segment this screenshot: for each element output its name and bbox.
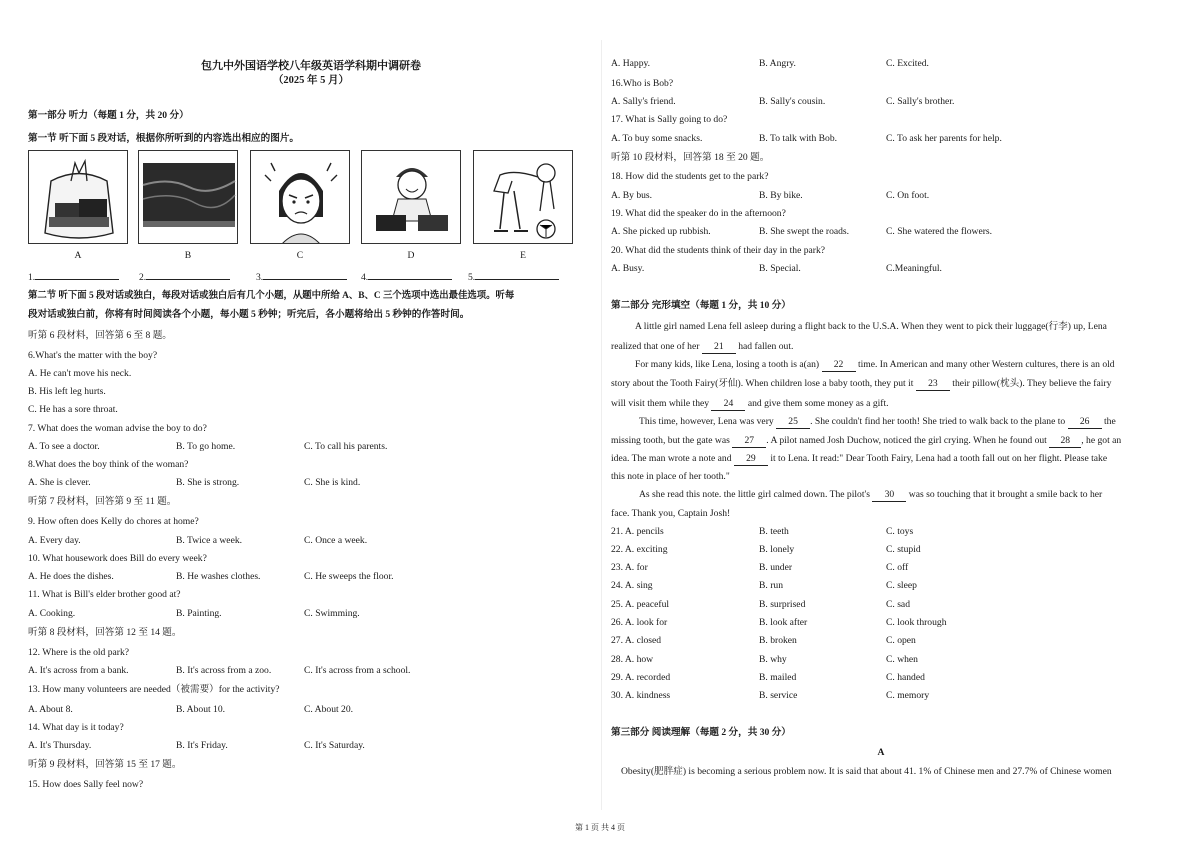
question-6: 6.What's the matter with the boy? [28, 350, 158, 361]
question-6-option-a: A. He can't move his neck. [28, 368, 132, 379]
question-6-option-b: B. His left leg hurts. [28, 386, 106, 397]
cloze-blank-30[interactable]: 30 [872, 489, 906, 502]
part3-title: 第三部分 阅读理解（每题 2 分，共 30 分） [611, 727, 791, 738]
passage-a-label: A [877, 747, 885, 758]
section1-instruction: 第一节 听下面 5 段对话，根据你所听到的内容选出相应的图片。 [28, 133, 300, 144]
cloze-line-8: idea. The man wrote a note and 29 it to Lena. It read:" Dear Tooth Fairy, Lena had a tooth fall out on her flight. Please take [611, 453, 1108, 464]
material-6-note: 听第 6 段材料，回答第 6 至 8 题。 [28, 330, 172, 341]
cloze-line-6: This time, however, Lena was very 25 . She couldn't find her tooth! She tried to walk back to the plane to 26 the [639, 416, 1116, 427]
material-10-note: 听第 10 段材料，回答第 18 至 20 题。 [611, 152, 770, 163]
picture-label-c: C [296, 250, 304, 261]
cloze-line-5: will visit them while they 24 and give them some money as a gift. [611, 398, 889, 409]
angry-woman-icon [251, 151, 350, 244]
cloze-blank-23[interactable]: 23 [916, 378, 950, 391]
cloze-line-9: this note in place of her tooth." [611, 471, 730, 482]
exam-title: 包九中外国语学校八年级英语学科期中调研卷 [201, 60, 421, 72]
question-9: 9. How often does Kelly do chores at home? [28, 516, 199, 527]
question-17: 17. What is Sally going to do? [611, 114, 728, 125]
dark-landscape-icon [139, 151, 238, 244]
question-6-option-c: C. He has a sore throat. [28, 404, 118, 415]
question-20: 20. What did the students think of their day in the park? [611, 245, 826, 256]
answer-blank-5[interactable]: 5. [468, 270, 559, 284]
cloze-blank-25[interactable]: 25 [776, 416, 810, 429]
question-18: 18. How did the students get to the park? [611, 171, 769, 182]
page-footer: 第 1 页 共 4 页 [575, 823, 625, 832]
cloze-blank-28[interactable]: 28 [1049, 435, 1081, 448]
question-14: 14. What day is it today? [28, 722, 124, 733]
question-13: 13. How many volunteers are needed（被需要）for the activity? [28, 684, 280, 695]
question-7: 7. What does the woman advise the boy to do? [28, 423, 207, 434]
column-divider [601, 40, 602, 810]
bag-of-clothes-icon [29, 151, 128, 244]
answer-blank-3[interactable]: 3. [256, 270, 347, 284]
cloze-blank-21[interactable]: 21 [702, 341, 736, 354]
question-16: 16.Who is Bob? [611, 78, 674, 89]
cloze-line-7: missing tooth, but the gate was 27 . A pilot named Josh Duchow, noticed the girl crying. When he found out 28 , he got an [611, 435, 1122, 446]
cloze-blank-24[interactable]: 24 [711, 398, 745, 411]
picture-b [138, 150, 238, 244]
cloze-line-1: A little girl named Lena fell asleep during a flight back to the U.S.A. When they went to pick their luggage(行李) up, Lena [635, 321, 1107, 332]
right-column: A. Happy. B. Angry. C. Excited. 16.Who is Bob? A. Sally's friend. B. Sally's cousin. C. Sally's brother. 17. What is Sally going to do? A. To buy some snacks. B. To talk with Bob. C. To ask her parents for help. 听第 10 段材料，回答第 18 至 20 题。 18. How did the students get to the park? A. By bus. B. By bike. C. On foot. 19. What did the speaker do in the afternoon? A. She picked up rubbish. B. She swept the roads. C. She watered the flowers. 20. What did the students think of their day in the park? A. Busy. B. Special. C.Meaningful. 第二部分 完形填空（每题 1 分，共 10 分） A little girl named Lena fell asleep during a flight back to the U.S.A. When they went to pick their luggage(行李) up, Lena realized that one of her 21 had fallen out. For many kids, like Lena, losing a tooth is a(an) 22 time. In American and many other Western cultures, there is an old story about the Tooth Fairy(牙仙). When children lose a baby tooth, they put it 23 their pillow(枕头). They believe the fairy will visit them while they 24 and give them some money as a gift. This time, however, Lena was very 25 . She couldn't find her tooth! She tried to walk back to the plane to 26 the missing tooth, but the gate was 27 . A pilot named Josh Duchow, noticed the girl crying. When he found out 28 , he got an idea. The man wrote a note and 29 it to Lena. It read:" Dear Tooth Fairy, Lena had a tooth fall out on her flight. Please take this note in place of her tooth." As she read this note. the little girl calmed down. The pilot's 30 was so touching that it brought a smile back to her face. Thank you, Captain Josh! 21. A. pencils B. teeth C. toys 22. A. exciting B. lonely C. stupid 23. A. for B. under C. off 24. A. sing B. run C. sleep 25. A. peaceful B. surprised C. sad 26. A. look for B. look after C. look through 27. A. closed B. broken C. open 28. A. how B. why C. when 29. A. recorded B. mailed C. handed 30. A. kindness B. service C. memory 第三部分 阅读理解（每题 2 分，共 30 分） A Obesity(肥胖症) is becoming a serious problem now. It is said that about 41. 1% of Chinese men and 27.7% of Chinese women [611, 0, 1175, 849]
boy-folding-clothes-icon [362, 151, 461, 244]
question-15: 15. How does Sally feel now? [28, 779, 144, 790]
picture-label-d: D [407, 250, 415, 261]
boy-with-ball-icon [474, 151, 573, 244]
cloze-line-11: face. Thank you, Captain Josh! [611, 508, 731, 519]
cloze-blank-22[interactable]: 22 [822, 359, 856, 372]
section2-instruction-line1: 第二节 听下面 5 段对话或独白，每段对话或独白后有几个小题，从题中所给 A、B、C 三个选项中选出最佳选项。听每 [28, 291, 515, 301]
cloze-line-3: For many kids, like Lena, losing a tooth is a(an) 22 time. In American and many other Western cultures, there is an old [635, 359, 1115, 370]
picture-c [250, 150, 350, 244]
cloze-line-2: realized that one of her 21 had fallen out. [611, 341, 794, 352]
material-7-note: 听第 7 段材料，回答第 9 至 11 题。 [28, 496, 177, 507]
part1-title: 第一部分 听力（每题 1 分，共 20 分） [28, 110, 189, 121]
question-12: 12. Where is the old park? [28, 647, 130, 658]
section2-instruction-line2: 段对话或独白前，你将有时间阅读各个小题，每小题 5 秒钟；听完后，各小题将给出 5 秒钟的作答时间。 [28, 309, 470, 320]
answer-blank-2[interactable]: 2. [139, 270, 230, 284]
material-8-note: 听第 8 段材料，回答第 12 至 14 题。 [28, 627, 182, 638]
cloze-line-4: story about the Tooth Fairy(牙仙). When children lose a baby tooth, they put it 23 their pillow(枕头). They believe the fairy [611, 378, 1112, 389]
passage-a-line-1: Obesity(肥胖症) is becoming a serious problem now. It is said that about 41. 1% of Chinese men and 27.7% of Chinese women [621, 766, 1112, 777]
cloze-blank-26[interactable]: 26 [1068, 416, 1102, 429]
question-19: 19. What did the speaker do in the afternoon? [611, 208, 786, 219]
answer-blank-4[interactable]: 4. [361, 270, 452, 284]
picture-label-a: A [74, 250, 82, 261]
material-9-note: 听第 9 段材料，回答第 15 至 17 题。 [28, 759, 182, 770]
cloze-blank-29[interactable]: 29 [734, 453, 768, 466]
cloze-line-10: As she read this note. the little girl calmed down. The pilot's 30 was so touching that it brought a smile back to her [639, 489, 1103, 500]
question-11: 11. What is Bill's elder brother good at? [28, 589, 181, 600]
exam-date: （2025 年 5 月） [272, 75, 350, 86]
part2-title: 第二部分 完形填空（每题 1 分，共 10 分） [611, 300, 791, 311]
picture-label-b: B [184, 250, 192, 261]
question-8: 8.What does the boy think of the woman? [28, 459, 189, 470]
picture-a [28, 150, 128, 244]
cloze-blank-27[interactable]: 27 [732, 435, 766, 448]
picture-d [361, 150, 461, 244]
picture-e [473, 150, 573, 244]
question-10: 10. What housework does Bill do every week? [28, 553, 207, 564]
picture-label-e: E [520, 250, 526, 261]
answer-blank-1[interactable]: 1. [28, 270, 119, 284]
left-column: 包九中外国语学校八年级英语学科期中调研卷 （2025 年 5 月） 第一部分 听力（每题 1 分，共 20 分） 第一节 听下面 5 段对话，根据你所听到的内容选出相应的图片。 A B C D E 1. 2. 3. 4. 5. 第二节 听下面 5 段对话或独白，每段对话或独白后有几个小题，从题中所给 A、B、C 三个选项中选出最佳选项。听每 段对话或独白前，你将有时间阅读各个小题，每小题 5 秒钟；听完后，各小题将给出 5 秒钟的作答时间。 听第 6 段材料，回答第 6 至 8 题。 6.What's the matter with the boy? A. He can't move his neck. B. His left leg hurts. C. He has a sore throat. 7. What does the woman advise the boy to do? A. To see a doctor. B. To go home. C. To call his parents. 8.What does the boy think of the woman? A. She is clever. B. She is strong. C. She is kind. 听第 7 段材料，回答第 9 至 11 题。 9. How often does Kelly do chores at home? A. Every day. B. Twice a week. C. Once a week. 10. What housework does Bill do every week? A. He does the dishes. B. He washes clothes. C. He sweeps the floor. 11. What is Bill's elder brother good at? A. Cooking. B. Painting. C. Swimming. 听第 8 段材料，回答第 12 至 14 题。 12. Where is the old park? A. It's across from a bank. B. It's across from a zoo. C. It's across from a school. 13. How many volunteers are needed（被需要）for the activity? A. About 8. B. About 10. C. About 20. 14. What day is it today? A. It's Thursday. B. It's Friday. C. It's Saturday. 听第 9 段材料，回答第 15 至 17 题。 15. How does Sally feel now? [28, 0, 594, 849]
